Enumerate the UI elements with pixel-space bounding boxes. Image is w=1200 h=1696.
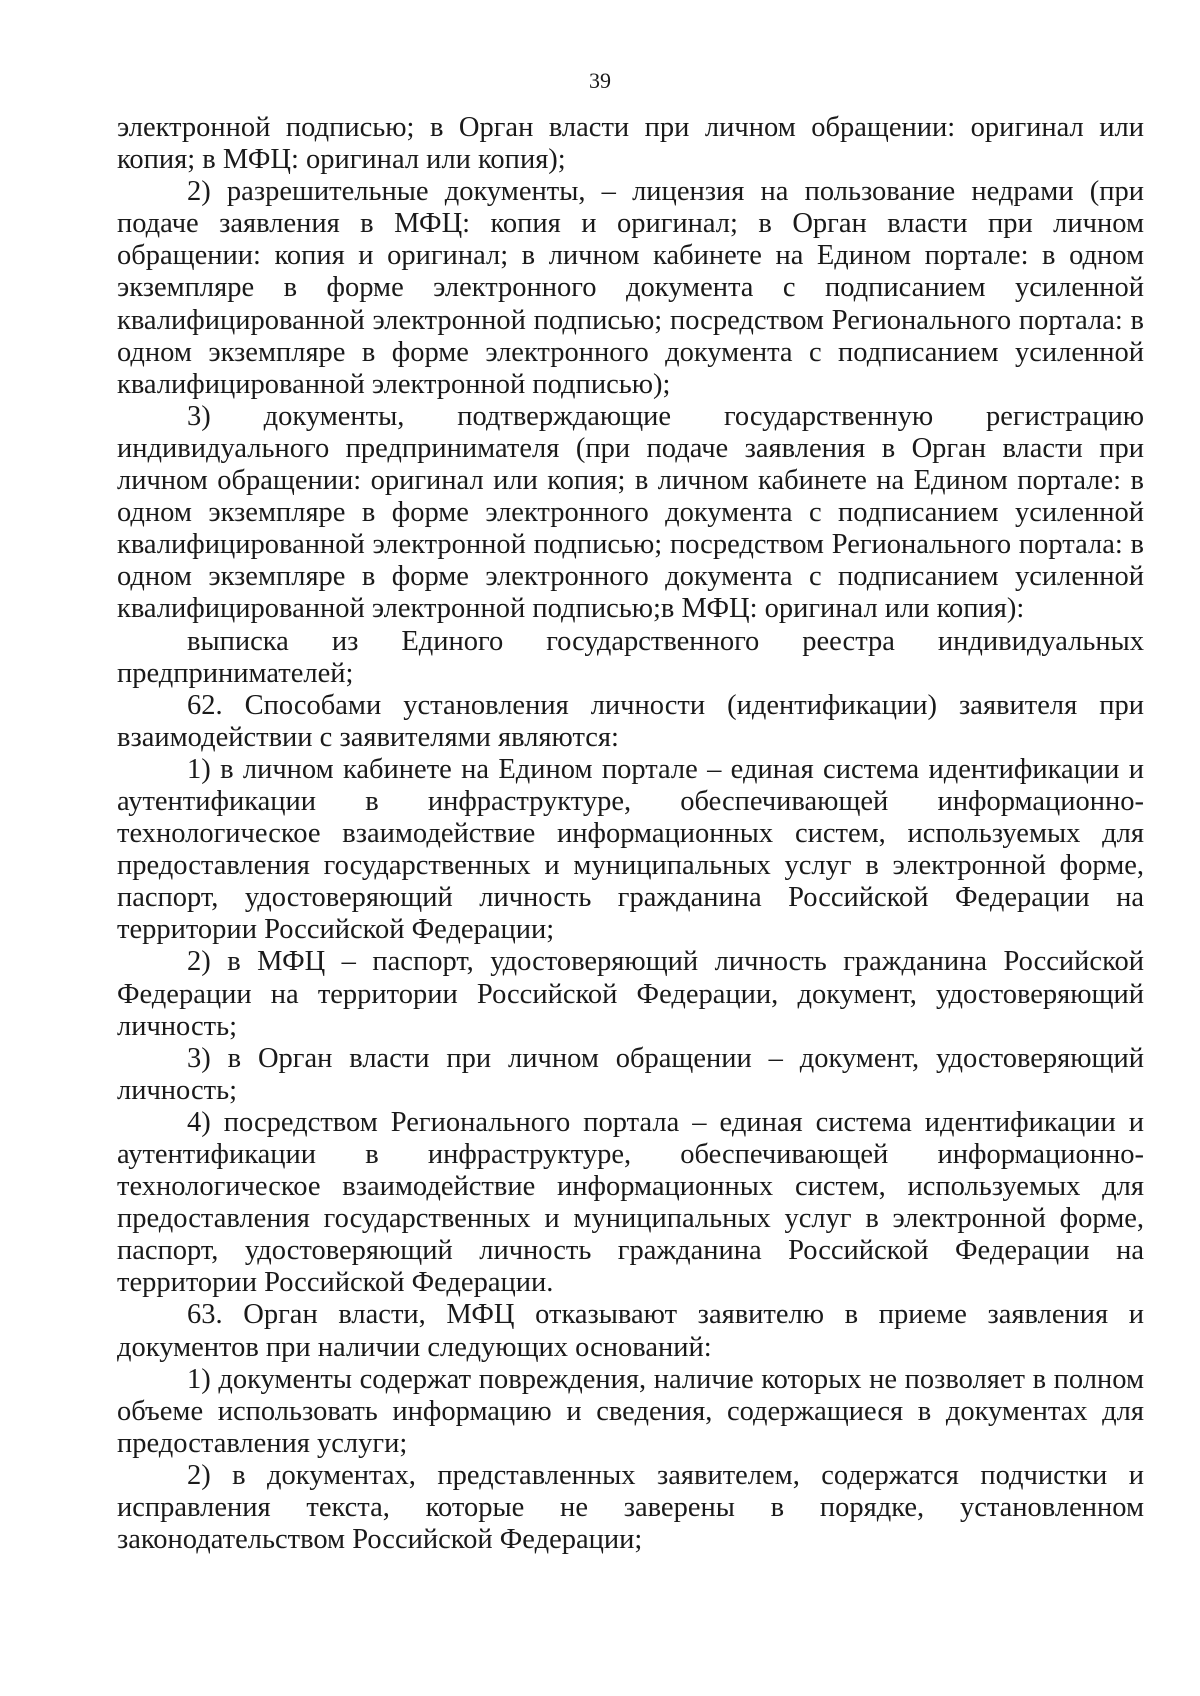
- paragraph-registry-extract: выписка из Единого государственного реестра индивидуальных предпринимателей;: [117, 625, 1144, 689]
- document-body: [117, 112, 1144, 1556]
- paragraph-63-item-2: 2) в документах, представленных заявителем, содержатся подчистки и исправления текста, которые не заверены в порядке, установленном законодательством Российской Федерации;: [117, 1459, 1144, 1556]
- paragraph-62-item-2: 2) в МФЦ – паспорт, удостоверяющий личность гражданина Российской Федерации на территории Российской Федерации, документ, удостоверяющий личность;: [117, 946, 1144, 1042]
- paragraph-62-item-1: 1) в личном кабинете на Едином портале – единая система идентификации и аутентификации в инфраструктуре, обеспечивающей информационно-технологическое взаимодействие информационных систем, используемых для предоставления государственных и муниципальных услуг в электронной форме, паспорт, удостоверяющий личность гражданина Российской Федерации на территории Российской Федерации;: [117, 753, 1144, 946]
- paragraph-continuation: электронной подписью; в Орган власти при личном обращении: оригинал или копия; в МФЦ: оригинал или копия);: [117, 112, 1144, 176]
- paragraph-62-item-3: 3) в Орган власти при личном обращении – документ, удостоверяющий личность;: [117, 1042, 1144, 1106]
- page-number: 39: [589, 68, 611, 93]
- paragraph-62-identification: 62. Способами установления личности (идентификации) заявителя при взаимодействии с заявителями являются:: [117, 689, 1144, 753]
- paragraph-63-refusal: 63. Орган власти, МФЦ отказывают заявителю в приеме заявления и документов при наличии следующих оснований:: [117, 1299, 1144, 1363]
- paragraph-item-2-permits: 2) разрешительные документы, – лицензия на пользование недрами (при подаче заявления в МФЦ: копия и оригинал; в Орган власти при личном обращении: копия и оригинал; в личном кабинете на Едином портале: в одном экземпляре в форме электронного документа с подписанием усиленной квалифицированной электронной подписью; посредством Регионального портала: в одном экземпляре в форме электронного документа с подписанием усиленной квалифицированной электронной подписью);: [117, 176, 1144, 400]
- paragraph-63-item-1: 1) документы содержат повреждения, наличие которых не позволяет в полном объеме использовать информацию и сведения, содержащиеся в документах для предоставления услуги;: [117, 1363, 1144, 1459]
- paragraph-item-3-registration: 3) документы, подтверждающие государственную регистрацию индивидуального предпринимателя (при подаче заявления в Орган власти при личном обращении: оригинал или копия; в личном кабинете на Едином портале: в одном экземпляре в форме электронного документа с подписанием усиленной квалифицированной электронной подписью; посредством Регионального портала: в одном экземпляре в форме электронного документа с подписанием усиленной квалифицированной электронной подписью;в МФЦ: оригинал или копия):: [117, 400, 1144, 625]
- paragraph-62-item-4: 4) посредством Регионального портала – единая система идентификации и аутентификации в инфраструктуре, обеспечивающей информационно-технологическое взаимодействие информационных систем, используемых для предоставления государственных и муниципальных услуг в электронной форме, паспорт, удостоверяющий личность гражданина Российской Федерации на территории Российской Федерации.: [117, 1106, 1144, 1299]
